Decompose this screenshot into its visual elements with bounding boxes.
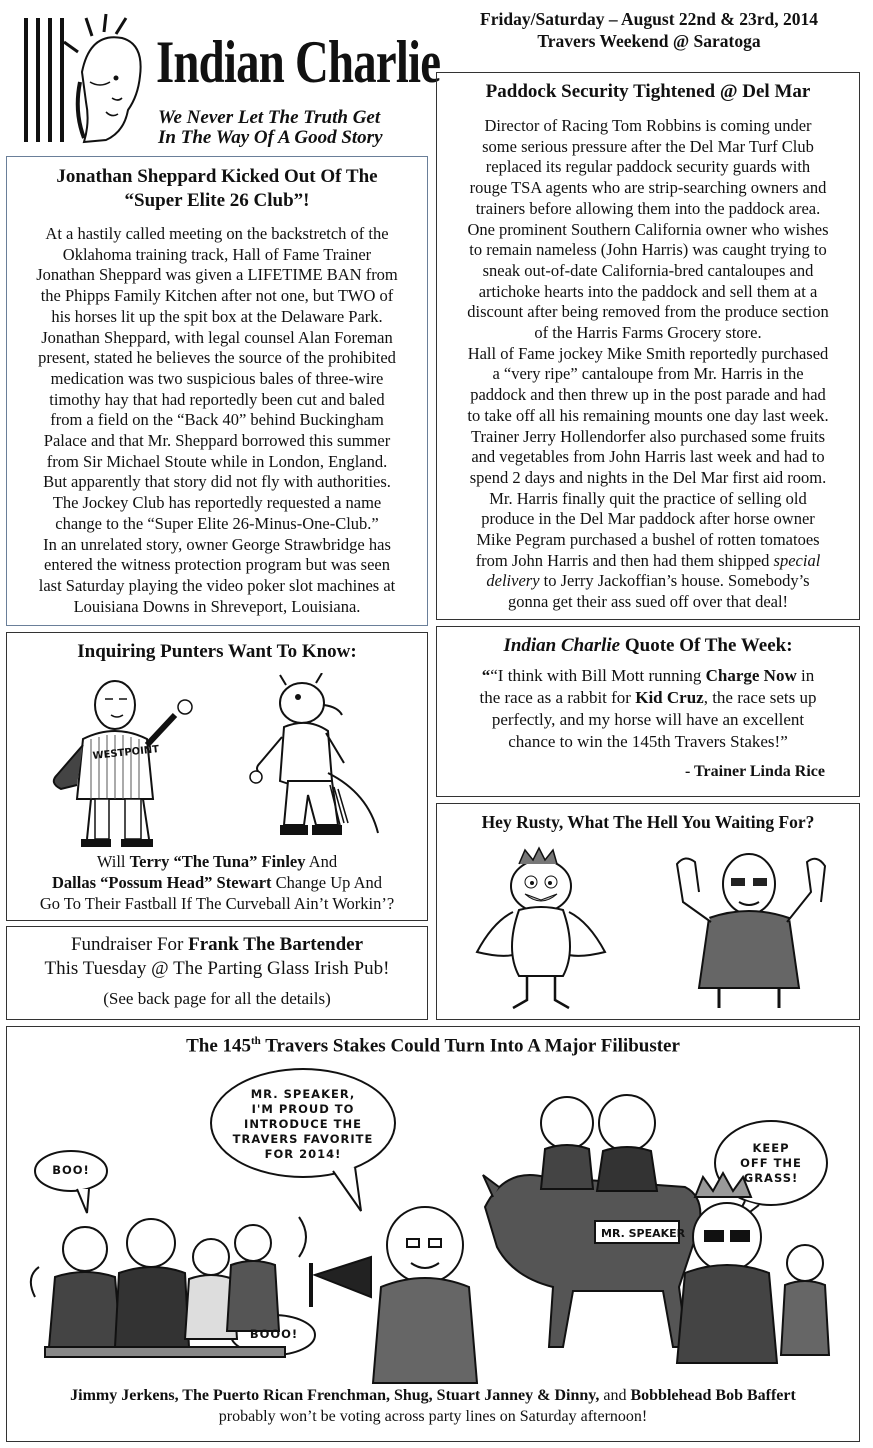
quote-text: “I think with Bill Mott running [490, 666, 706, 685]
headline-sup: th [251, 1035, 261, 1047]
filibuster-headline [7, 1035, 859, 1057]
body-line: gonna get their ass sued off over that deal! [507, 592, 789, 612]
quote-line: ““I think with Bill Mott running Charge Now in [481, 666, 815, 685]
horse-sign-text: MR. SPEAKER [601, 1227, 686, 1240]
paddock-headline: Paddock Security Tightened @ Del Mar [485, 81, 811, 102]
boo-text: BOO! [52, 1163, 90, 1177]
baseball-player-cartoon [35, 675, 205, 850]
name-bold: Terry “The Tuna” Finley [129, 852, 306, 871]
body-line: produce in the Del Mar paddock after horse owner [481, 509, 815, 529]
tagline-line-2: In The Way Of A Good Story [158, 127, 383, 148]
body-line: to remain nameless (John Harris) was caught trying to [469, 240, 827, 260]
body-line: Director of Racing Tom Robbins is coming under [484, 116, 812, 135]
flexing-man-cartoon [649, 846, 845, 1016]
caption-line [7, 872, 427, 893]
keep-off-line: GRASS! [743, 1171, 799, 1185]
body-line: Jonathan Sheppard, with legal counsel Alan Foreman [41, 327, 393, 347]
body-line: last Saturday playing the video poker slot machines at [38, 575, 396, 595]
rooster-cartoon [459, 846, 629, 1016]
sheppard-headline [7, 165, 427, 213]
date-header [436, 8, 862, 52]
caption-text: Change Up And [271, 873, 382, 892]
caption-text: And [305, 852, 338, 871]
body-line: sneak out-of-date California-bred cantaloupes and [482, 260, 814, 280]
body-line: some serious pressure after the Del Mar Turf Club [482, 136, 814, 156]
headline-text: Travers Stakes Could Turn Into A Major Filibuster [260, 1035, 680, 1057]
fundraiser-line [7, 933, 427, 957]
filibuster-caption [7, 1385, 859, 1427]
rusty-headline: Hey Rusty, What The Hell You Waiting For? [481, 812, 815, 832]
quote-line [437, 687, 859, 709]
possum-cartoon [242, 673, 402, 853]
body-line: entered the witness protection program but was seen [44, 555, 390, 575]
body-line: Oklahoma training track, Hall of Fame Trainer [62, 244, 372, 264]
horse-name: Kid Cruz [635, 688, 704, 707]
body-text: to Jerry Jackoffian’s house. Somebody’s [539, 571, 810, 591]
tagline-line-1: We Never Let The Truth Get [158, 107, 381, 128]
body-line: trainers before allowing them into the paddock area. [475, 198, 821, 218]
quote-line: perfectly, and my horse will have an excellent [491, 710, 805, 729]
caption-line: probably won’t be voting across party lines on Saturday afternoon! [218, 1408, 648, 1425]
punters-caption [7, 851, 427, 914]
date-line [436, 8, 862, 30]
masthead [14, 8, 441, 153]
names-bold: Jimmy Jerkens, The Puerto Rican Frenchman, Shug, Stuart Janney & Dinny, [70, 1387, 600, 1404]
body-line: timothy hay that had reportedly been cut and baled [49, 389, 385, 409]
punters-headline: Inquiring Punters Want To Know: [77, 641, 357, 662]
rider-figures [541, 1095, 657, 1191]
speech-line: FOR 2014! [264, 1147, 342, 1161]
paddock-article [436, 72, 860, 620]
quote-body [437, 665, 859, 753]
body-line: change to the “Super Elite 26-Minus-One-Club.” [55, 513, 379, 533]
body-line: his horses lit up the spit box at the Delaware Park. [51, 306, 383, 326]
headline-text: The 145 [186, 1035, 252, 1057]
name-bold: Dallas “Possum Head” Stewart [52, 873, 272, 892]
body-line: Mr. Harris finally quit the practice of selling old [489, 488, 807, 508]
indian-chief-logo [20, 12, 148, 146]
body-line: spend 2 days and nights in the Del Mar first aid room. [469, 467, 827, 487]
speech-line: TRAVERS FAVORITE [232, 1132, 374, 1146]
keep-off-line: KEEP [752, 1141, 790, 1155]
body-line: In an unrelated story, owner George Strawbridge has [43, 534, 391, 554]
body-line: Louisiana Downs in Shreveport, Louisiana. [73, 596, 361, 616]
fundraiser-text-pre: Fundraiser For [70, 934, 189, 955]
body-line: Mike Pegram purchased a bushel of rotten tomatoes [476, 530, 820, 550]
punters-box [6, 632, 428, 921]
horse-name: Charge Now [705, 666, 797, 685]
quote-attribution: - Trainer Linda Rice [685, 763, 825, 780]
body-line: of the Harris Farms Grocery store. [534, 323, 762, 343]
body-line: to take off all his remaining mounts one day last week. [467, 405, 829, 425]
quote-text: in [796, 666, 815, 685]
booo-text: BOOO! [249, 1327, 299, 1341]
sheppard-body [7, 224, 427, 617]
paddock-body [437, 116, 859, 571]
body-line: and vegetables from John Harris last week and had to [471, 447, 825, 467]
italic-text: special [773, 550, 821, 570]
body-line: discount after being removed from the produce section [467, 302, 829, 322]
jersey-text: WESTPOINT [92, 744, 160, 762]
quote-line: chance to win the 145th Travers Stakes!” [508, 732, 788, 751]
caption-line [7, 851, 427, 872]
rusty-box [436, 803, 860, 1020]
body-line: At a hastily called meeting on the backstretch of the [45, 224, 389, 243]
fundraiser-line: This Tuesday @ The Parting Glass Irish Pub! [44, 958, 390, 979]
body-line: Palace and that Mr. Sheppard borrowed this summer [43, 431, 391, 451]
italic-text: delivery [486, 571, 540, 591]
speech-line: MR. SPEAKER, [250, 1087, 356, 1101]
body-line: Hall of Fame jockey Mike Smith reportedly purchased [467, 343, 829, 363]
fundraiser-text [7, 933, 427, 1010]
speech-bubble-text [223, 1087, 383, 1162]
caption-text: Will [96, 852, 130, 871]
body-line: from Sir Michael Stoute while in London, England. [46, 451, 388, 471]
event-line: Travers Weekend @ Saratoga [537, 31, 761, 51]
body-line: The Jockey Club has reportedly requested a name [52, 493, 382, 513]
body-text: from John Harris and then had them shipped [475, 550, 770, 570]
body-line: Jonathan Sheppard was given a LIFETIME BAN from [36, 265, 398, 285]
quote-text: the race as a rabbit for [479, 688, 636, 707]
fundraiser-details: (See back page for all the details) [103, 989, 331, 1008]
speaker-figure [311, 1207, 477, 1383]
speech-line: I'M PROUD TO [251, 1102, 355, 1116]
sheppard-article [6, 156, 428, 626]
bartender-name: Frank The Bartender [188, 934, 364, 955]
masthead-tagline [158, 108, 383, 148]
keep-off-line: OFF THE [740, 1156, 802, 1170]
caption-text: and [599, 1387, 631, 1404]
body-line: rouge TSA agents who are strip-searching owners and [469, 178, 827, 198]
names-bold: Bobblehead Bob Baffert [630, 1387, 796, 1404]
body-line: from a field on the “Back 40” behind Buckingham [50, 410, 384, 430]
italic-text: Indian Charlie [503, 635, 621, 656]
headline-line: “Super Elite 26 Club”! [124, 190, 310, 211]
filibuster-box [6, 1026, 860, 1442]
body-line [437, 551, 859, 572]
caption-line: Go To Their Fastball If The Curveball Ain’t Workin’? [39, 894, 395, 913]
body-line: Trainer Jerry Hollendorfer also purchased some fruits [470, 426, 826, 446]
fundraiser-box [6, 926, 428, 1020]
speech-line: INTRODUCE THE [244, 1117, 362, 1131]
horse-figure [483, 1175, 700, 1347]
headline-text: Quote Of The Week: [620, 635, 793, 656]
caption-line [7, 1385, 859, 1406]
quote-headline [437, 635, 859, 657]
date-line-text: Friday/Saturday – August 22nd & 23rd, 2014 [480, 9, 818, 29]
quote-box [436, 626, 860, 797]
body-line: paddock and then threw up in the post parade and had [470, 385, 826, 405]
body-line: the Phipps Family Kitchen after not one, but TWO of [40, 286, 394, 306]
body-line: a “very ripe” cantaloupe from Mr. Harris in the [492, 364, 804, 384]
body-line: artichoke hearts into the paddock and sell them at a [478, 281, 818, 301]
headline-line: Jonathan Sheppard Kicked Out Of The [56, 166, 378, 187]
body-line: medication was two suspicious bales of three-wire [50, 368, 384, 388]
quote-text: , the race sets up [703, 688, 817, 707]
masthead-title: Indian Charlie [156, 29, 441, 95]
body-line: But apparently that story did not fly with authorities. [43, 472, 391, 492]
keep-off-text [731, 1141, 811, 1186]
body-line: One prominent Southern California owner who wishes [467, 219, 829, 239]
body-line: replaced its regular paddock security guards with [485, 157, 811, 177]
filibuster-cartoon [15, 1067, 853, 1385]
body-line [437, 571, 859, 592]
body-line: present, stated he believes the source of the prohibited [38, 348, 396, 368]
